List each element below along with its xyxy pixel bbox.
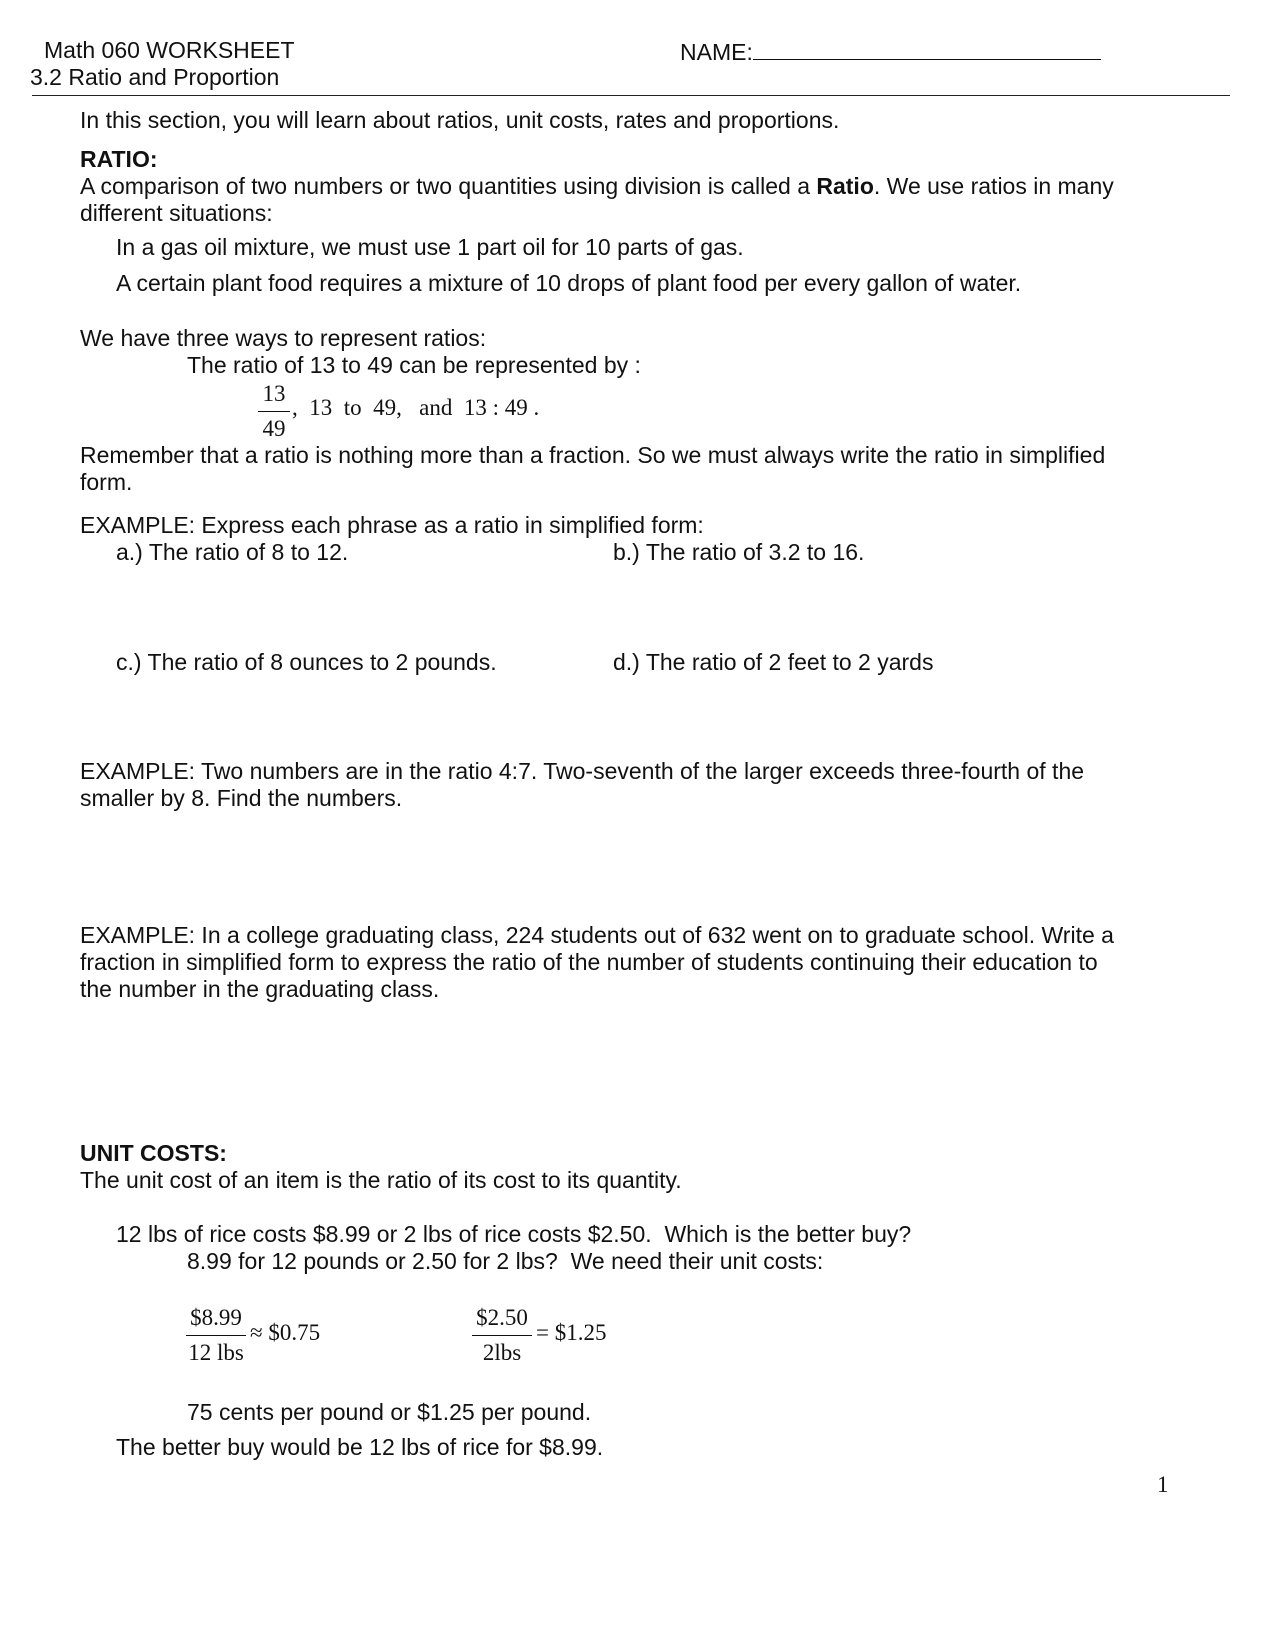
unit-cost-fraction-1 [186, 1303, 246, 1368]
remember-line1: Remember that a ratio is nothing more than a fraction. So we must always write the ratio in simplified [80, 442, 1106, 468]
name-label: NAME: [680, 39, 753, 65]
name-field [680, 37, 1101, 66]
example-college-line3: the number in the graduating class. [80, 976, 440, 1002]
ratio-example-plant: A certain plant food requires a mixture of 10 drops of plant food per every gallon of water. [116, 270, 1022, 296]
fraction-bar [258, 411, 290, 412]
example-numbers-line2: smaller by 8. Find the numbers. [80, 785, 403, 811]
example-a: a.) The ratio of 8 to 12. [116, 539, 349, 565]
unit-costs-heading: UNIT COSTS: [80, 1140, 227, 1166]
rice-problem-line2: 8.99 for 12 pounds or 2.50 for 2 lbs? We need their unit costs: [187, 1248, 824, 1274]
ratio-def-bold: Ratio [816, 173, 874, 199]
unit-cost-2-numerator: $2.50 [476, 1305, 528, 1330]
unit-cost-2-denominator: 2lbs [482, 1340, 522, 1365]
ratio-def-part2: . We use ratios in many [873, 173, 1114, 199]
example-d: d.) The ratio of 2 feet to 2 yards [613, 649, 934, 675]
remember-line2: form. [80, 469, 133, 495]
rice-problem-line1: 12 lbs of rice costs $8.99 or 2 lbs of rice costs $2.50. Which is the better buy? [116, 1221, 912, 1247]
ratio-example-gas: In a gas oil mixture, we must use 1 part oil for 10 parts of gas. [116, 234, 744, 260]
ratio-forms: , 13 to 49, and 13 : 49 . [292, 395, 540, 420]
ratio-def-part1: A comparison of two numbers or two quantities using division is called a [80, 173, 817, 199]
unit-cost-1-bar [186, 1335, 246, 1336]
name-blank [753, 37, 1101, 60]
unit-cost-1-numerator: $8.99 [190, 1305, 242, 1330]
ratio-definition [80, 173, 1114, 200]
example-numbers-line1: EXAMPLE: Two numbers are in the ratio 4:7. Two-seventh of the larger exceeds three-fourth of the [80, 758, 1085, 784]
course-title: Math 060 WORKSHEET [44, 37, 295, 63]
unit-cost-fraction-2 [472, 1303, 532, 1368]
conclusion-text: The better buy would be 12 lbs of rice for $8.99. [116, 1434, 604, 1460]
ratio-heading: RATIO: [80, 146, 158, 172]
unit-cost-1-denominator: 12 lbs [188, 1340, 244, 1365]
ratio-fraction [258, 379, 290, 444]
per-pound-text: 75 cents per pound or $1.25 per pound. [187, 1399, 592, 1425]
unit-cost-2-bar [472, 1335, 532, 1336]
fraction-numerator: 13 [262, 381, 286, 406]
example-c: c.) The ratio of 8 ounces to 2 pounds. [116, 649, 497, 675]
example-college-line2: fraction in simplified form to express the ratio of the number of students continuing their education to [80, 949, 1098, 975]
unit-cost-1-result: ≈ $0.75 [250, 1320, 321, 1345]
ways-intro: We have three ways to represent ratios: [80, 325, 487, 351]
ratio-def-line2: different situations: [80, 200, 273, 226]
intro-text: In this section, you will learn about ratios, unit costs, rates and proportions. [80, 107, 840, 133]
unit-costs-definition: The unit cost of an item is the ratio of its cost to its quantity. [80, 1167, 682, 1193]
section-title: 3.2 Ratio and Proportion [30, 64, 280, 90]
fraction-denominator: 49 [262, 416, 286, 441]
page-number: 1 [1157, 1472, 1169, 1497]
unit-cost-2-result: = $1.25 [536, 1320, 607, 1345]
example-simplify-prompt: EXAMPLE: Express each phrase as a ratio in simplified form: [80, 512, 704, 538]
header-divider [32, 95, 1230, 96]
example-college-line1: EXAMPLE: In a college graduating class, 224 students out of 632 went on to graduate school. Write a [80, 922, 1114, 948]
example-b: b.) The ratio of 3.2 to 16. [613, 539, 865, 565]
ways-sub: The ratio of 13 to 49 can be represented by : [187, 352, 641, 378]
